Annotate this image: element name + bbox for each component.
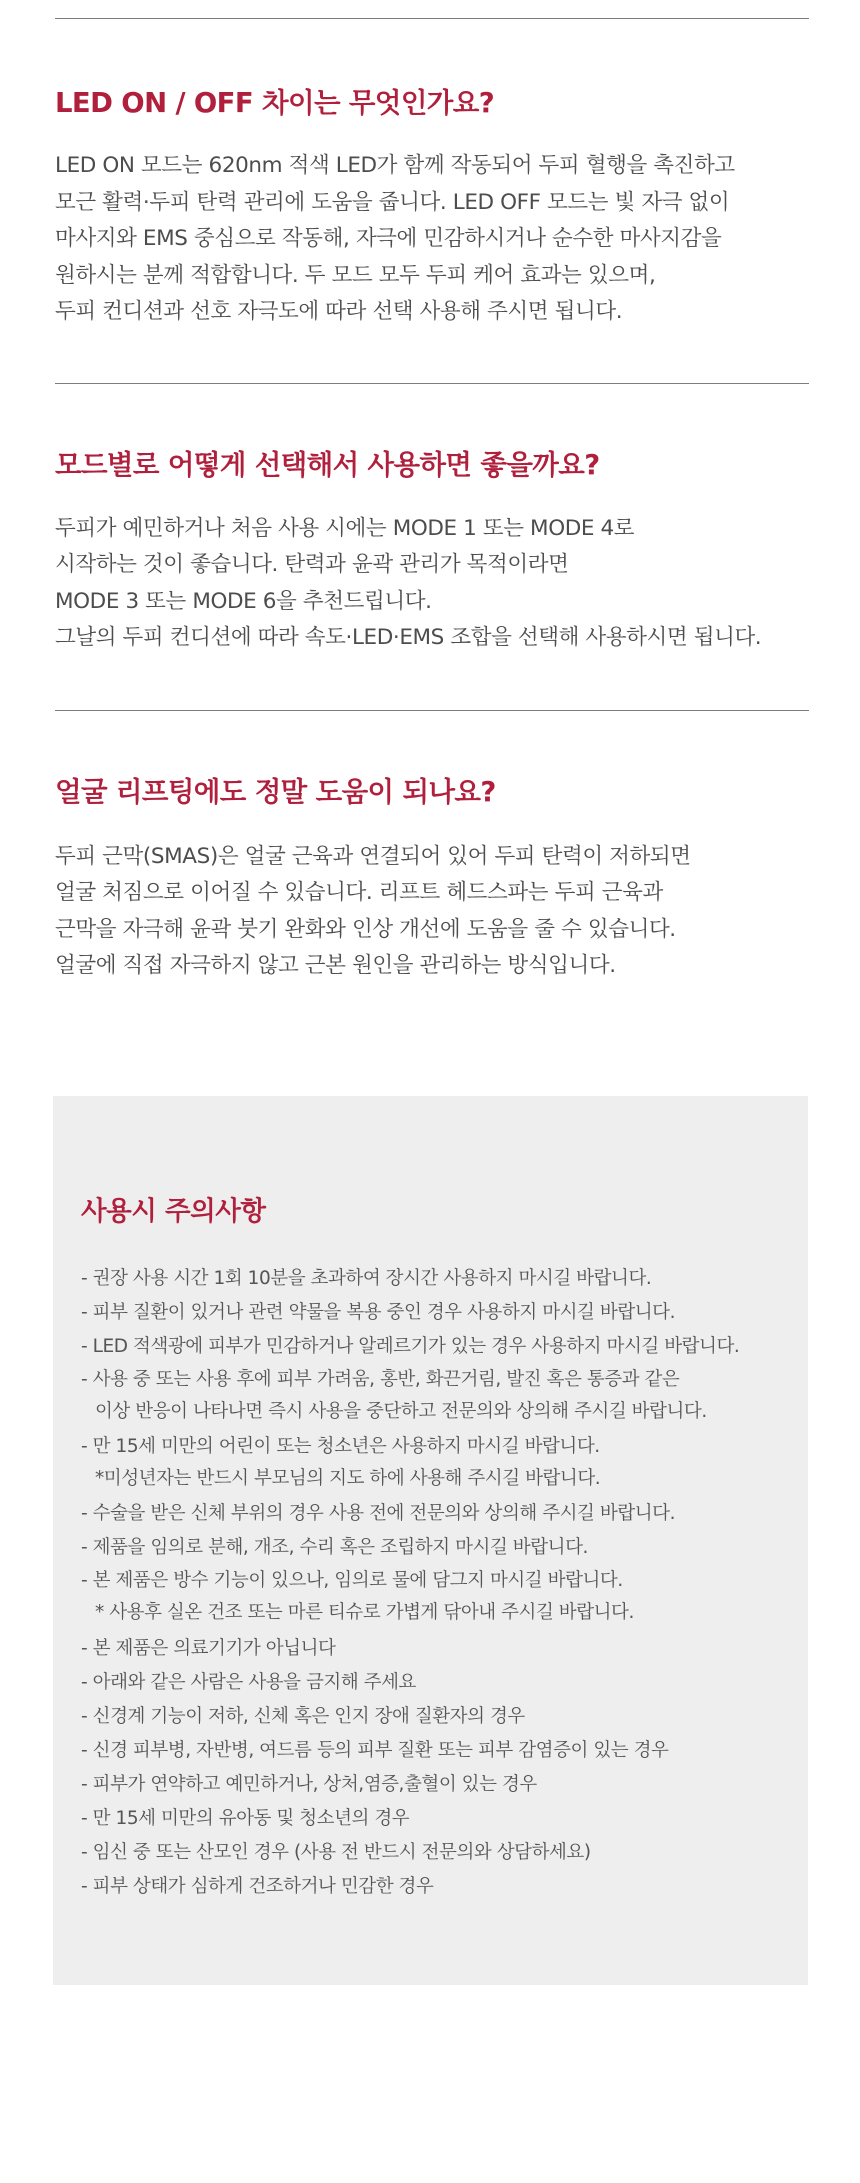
- caution-text: - 본 제품은 의료기기가 아닙니다: [81, 1638, 336, 1659]
- caution-title: 사용시 주의사항: [81, 1196, 266, 1227]
- caution-text: - 만 15세 미만의 유아동 및 청소년의 경우: [81, 1808, 410, 1829]
- caution-text: - 피부가 연약하고 예민하거나, 상처,염증,출혈이 있는 경우: [81, 1774, 537, 1795]
- divider: [55, 710, 809, 711]
- caution-text: - 수술을 받은 신체 부위의 경우 사용 전에 전문의와 상의해 주시길 바랍니다.: [81, 1503, 676, 1524]
- answer-line: 모근 활력·두피 탄력 관리에 도움을 줍니다. LED OFF 모드는 빛 자극 없이: [55, 189, 730, 215]
- caution-text: - 피부 상태가 심하게 건조하거나 민감한 경우: [81, 1876, 434, 1897]
- caution-list: [81, 1262, 801, 1904]
- caution-item: [81, 1768, 801, 1802]
- caution-item: [81, 1296, 801, 1330]
- answer-line: 얼굴 처짐으로 이어질 수 있습니다. 리프트 헤드스파는 두피 근육과: [55, 880, 663, 905]
- divider: [55, 18, 809, 19]
- caution-item: [81, 1497, 801, 1531]
- caution-text: - 신경계 기능이 저하, 신체 혹은 인지 장애 질환자의 경우: [81, 1706, 525, 1727]
- caution-item: [81, 1531, 801, 1565]
- answer-line: 마사지와 EMS 중심으로 작동해, 자극에 민감하시거나 순수한 마사지감을: [55, 226, 722, 251]
- caution-item: [81, 1666, 801, 1700]
- caution-text: - LED 적색광에 피부가 민감하거나 알레르기가 있는 경우 사용하지 마시길 바랍니다.: [81, 1336, 740, 1357]
- answer-line: 시작하는 것이 좋습니다. 탄력과 윤곽 관리가 목적이라면: [55, 552, 569, 577]
- caution-item: [81, 1330, 801, 1364]
- caution-item: [81, 1700, 801, 1734]
- caution-text: - 권장 사용 시간 1회 10분을 초과하여 장시간 사용하지 마시길 바랍니다.: [81, 1268, 652, 1289]
- answer-line: 두피 근막(SMAS)은 얼굴 근육과 연결되어 있어 두피 탄력이 저하되면: [55, 843, 691, 869]
- caution-text: - 아래와 같은 사람은 사용을 금지해 주세요: [81, 1672, 416, 1693]
- faq-answer: [55, 511, 809, 657]
- caution-text: - 피부 질환이 있거나 관련 약물을 복용 중인 경우 사용하지 마시길 바랍니다.: [81, 1302, 676, 1323]
- answer-line: 근막을 자극해 윤곽 붓기 완화와 인상 개선에 도움을 줄 수 있습니다.: [55, 916, 676, 942]
- caution-item: [81, 1802, 801, 1836]
- faq-title: 얼굴 리프팅에도 정말 도움이 되나요?: [55, 775, 496, 808]
- caution-item: [81, 1632, 801, 1666]
- answer-line: 두피가 예민하거나 처음 사용 시에는 MODE 1 또는 MODE 4로: [55, 515, 635, 541]
- caution-item: [81, 1364, 801, 1428]
- caution-text: - 본 제품은 방수 기능이 있으나, 임의로 물에 담그지 마시길 바랍니다.: [81, 1570, 623, 1591]
- caution-text: - 제품을 임의로 분해, 개조, 수리 혹은 조립하지 마시길 바랍니다.: [81, 1537, 588, 1558]
- caution-text: - 사용 중 또는 사용 후에 피부 가려움, 홍반, 화끈거림, 발진 혹은 통증과 같은: [81, 1369, 680, 1390]
- faq-answer: [55, 839, 809, 985]
- caution-subtext: 이상 반응이 나타나면 즉시 사용을 중단하고 전문의와 상의해 주시길 바랍니다.: [95, 1401, 707, 1422]
- answer-line: 얼굴에 직접 자극하지 않고 근본 원인을 관리하는 방식입니다.: [55, 953, 616, 978]
- caution-text: - 만 15세 미만의 어린이 또는 청소년은 사용하지 마시길 바랍니다.: [81, 1436, 600, 1457]
- caution-item: [81, 1565, 801, 1629]
- caution-box: [53, 1096, 808, 1985]
- caution-text: - 신경 피부병, 자반병, 여드름 등의 피부 질환 또는 피부 감염증이 있는 경우: [81, 1740, 669, 1761]
- caution-item: [81, 1836, 801, 1870]
- caution-item: [81, 1262, 801, 1296]
- answer-line: MODE 3 또는 MODE 6을 추천드립니다.: [55, 588, 432, 614]
- faq-title: LED ON / OFF 차이는 무엇인가요?: [55, 87, 495, 119]
- faq-title: 모드별로 어떻게 선택해서 사용하면 좋을까요?: [55, 448, 600, 481]
- faq-item-lifting: [55, 774, 809, 985]
- answer-line: 그날의 두피 컨디션에 따라 속도·LED·EMS 조합을 선택해 사용하시면 됩니다.: [55, 625, 762, 650]
- caution-item: [81, 1870, 801, 1904]
- caution-subtext: * 사용후 실온 건조 또는 마른 티슈로 가볍게 닦아내 주시길 바랍니다.: [95, 1602, 634, 1623]
- caution-text: - 임신 중 또는 산모인 경우 (사용 전 반드시 전문의와 상담하세요): [81, 1842, 591, 1863]
- answer-line: 원하시는 분께 적합합니다. 두 모드 모두 두피 케어 효과는 있으며,: [55, 262, 656, 288]
- caution-subtext: *미성년자는 반드시 부모님의 지도 하에 사용해 주시길 바랍니다.: [95, 1468, 601, 1489]
- faq-item-mode: [55, 447, 809, 657]
- caution-item: [81, 1734, 801, 1768]
- answer-line: 두피 컨디션과 선호 자극도에 따라 선택 사용해 주시면 됩니다.: [55, 299, 623, 324]
- faq-answer: [55, 148, 809, 331]
- caution-item: [81, 1431, 801, 1495]
- faq-item-led: [55, 85, 809, 331]
- faq-section: [55, 18, 809, 985]
- answer-line: LED ON 모드는 620nm 적색 LED가 함께 작동되어 두피 혈행을 촉진하고: [55, 153, 735, 178]
- divider: [55, 383, 809, 384]
